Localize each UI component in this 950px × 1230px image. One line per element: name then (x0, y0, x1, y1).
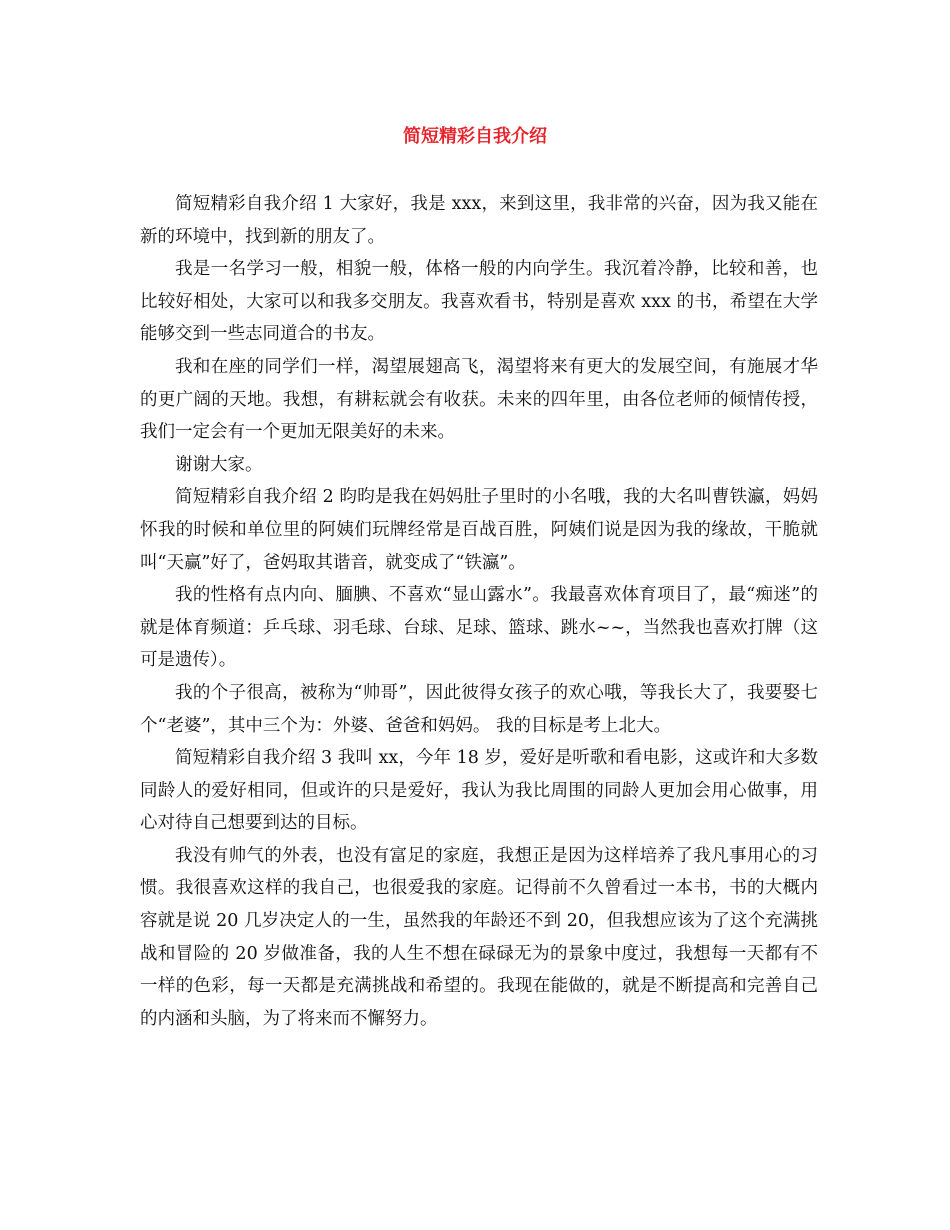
paragraph-8: 简短精彩自我介绍 3 我叫 xx，今年 18 岁，爱好是听歌和看电影，这或许和大多数同龄人的爱好相同，但或许的只是爱好，我认为我比周围的同龄人更加会用心做事，用心对待自己想要到达的目标。 (140, 748, 818, 834)
document-title: 简短精彩自我介绍 (403, 126, 547, 147)
paragraph-5: 简短精彩自我介绍 2 昀昀是我在妈妈肚子里时的小名哦，我的大名叫曹铁瀛，妈妈怀我的时候和单位里的阿姨们玩牌经常是百战百胜，阿姨们说是因为我的缘故，干脆就叫“天赢”好了，爸妈取其谐音，就变成了“铁瀛”。 (140, 487, 818, 573)
paragraph-4: 谢谢大家。 (175, 454, 263, 475)
paragraph-6: 我的性格有点内向、腼腆、不喜欢“显山露水”。我最喜欢体育项目了，最“痴迷”的就是体育频道：乒乓球、羽毛球、台球、足球、篮球、跳水~~，当然我也喜欢打牌（这可是遗传）。 (140, 585, 818, 671)
paragraph-7: 我的个子很高，被称为“帅哥”，因此彼得女孩子的欢心哦，等我长大了，我要娶七个“老婆”，其中三个为：外婆、爸爸和妈妈。 我的目标是考上北大。 (140, 682, 818, 736)
document-body (140, 188, 818, 1035)
paragraph-2: 我是一名学习一般，相貌一般，体格一般的内向学生。我沉着冷静，比较和善，也比较好相处，大家可以和我多交朋友。我喜欢看书，特别是喜欢 xxx 的书，希望在大学能够交到一些志同道合的书友。 (140, 259, 818, 345)
paragraph-3: 我和在座的同学们一样，渴望展翅高飞，渴望将来有更大的发展空间，有施展才华的更广阔的天地。我想，有耕耘就会有收获。未来的四年里，由各位老师的倾情传授，我们一定会有一个更加无限美好的未来。 (140, 356, 818, 443)
paragraph-9: 我没有帅气的外表，也没有富足的家庭，我想正是因为这样培养了我凡事用心的习惯。我很喜欢这样的我自己，也很爱我的家庭。记得前不久曾看过一本书，书的大概内容就是说 20 几岁决定人的一生，虽然我的年龄还不到 20，但我想应该为了这个充满挑战和冒险的 20 岁做准备，我的人生不想在碌碌无为的景象中度过，我想每一天都有不一样的色彩，每一天都是充满挑战和希望的。我现在能做的，就是不断提高和完善自己的内涵和头脑，为了将来而不懈努力。 (140, 845, 818, 1029)
paragraph-1: 简短精彩自我介绍 1 大家好，我是 xxx，来到这里，我非常的兴奋，因为我又能在新的环境中，找到新的朋友了。 (140, 194, 818, 247)
